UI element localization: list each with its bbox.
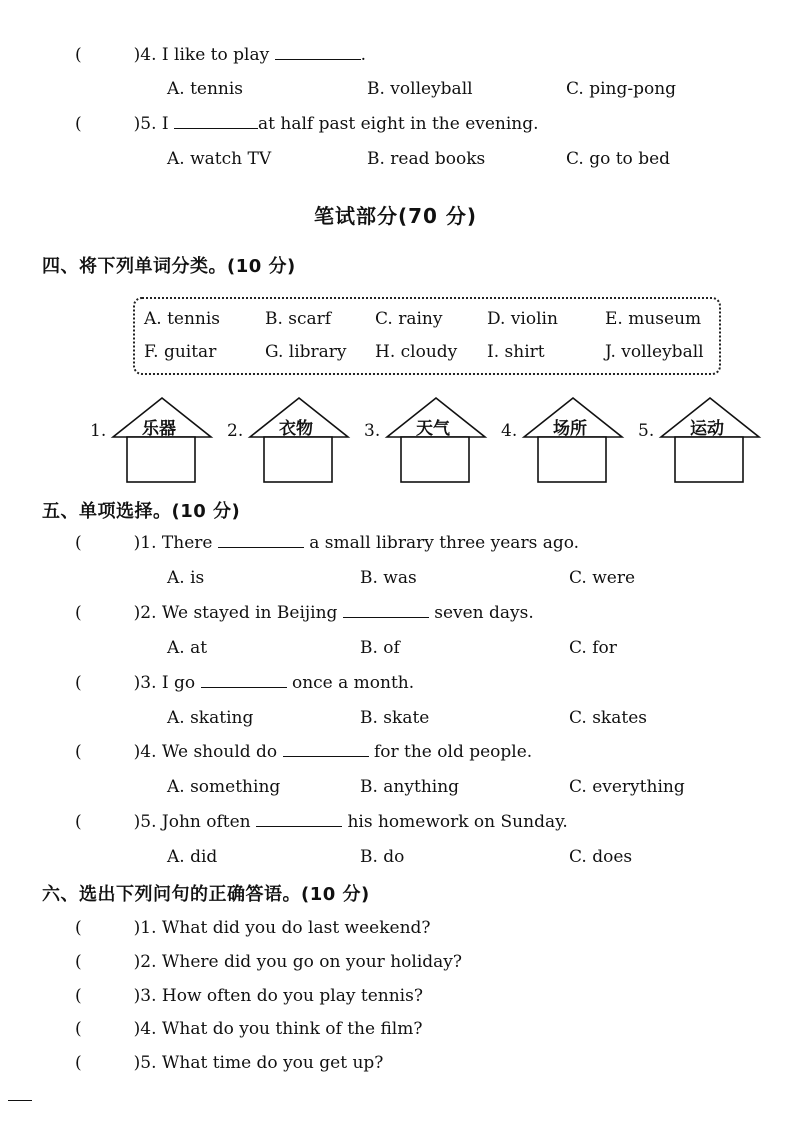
answer-paren[interactable]: ( xyxy=(75,918,82,938)
answer-blank[interactable] xyxy=(201,673,287,688)
house-number: 3. xyxy=(364,421,381,441)
option-a[interactable]: A. tennis xyxy=(167,79,244,99)
question-row xyxy=(75,952,462,972)
option-a[interactable]: A. is xyxy=(167,568,205,588)
question-stem-end: seven days. xyxy=(434,603,534,623)
word-item: I. shirt xyxy=(487,342,545,362)
question-stem: We stayed in Beijing xyxy=(161,603,338,623)
word-item: F. guitar xyxy=(144,342,217,362)
house-number: 5. xyxy=(638,421,655,441)
section-5-title: 五、单项选择。(10 分) xyxy=(42,501,241,522)
word-item: H. cloudy xyxy=(375,342,458,362)
house-number: 4. xyxy=(501,421,518,441)
section-4-title: 四、将下列单词分类。(10 分) xyxy=(42,256,296,277)
question-number: )2. xyxy=(133,952,157,972)
question-stem: We should do xyxy=(161,742,278,762)
house-label: 衣物 xyxy=(279,419,313,439)
option-a[interactable]: A. watch TV xyxy=(167,149,272,169)
word-item: J. volleyball xyxy=(605,342,704,362)
option-a[interactable]: A. skating xyxy=(167,708,254,728)
question-stem: John often xyxy=(161,812,251,832)
answer-paren[interactable]: ( xyxy=(75,742,82,762)
question-row xyxy=(75,742,532,762)
question-row xyxy=(75,114,539,134)
answer-paren[interactable]: ( xyxy=(75,533,82,553)
answer-blank[interactable] xyxy=(174,114,258,129)
answer-blank[interactable] xyxy=(343,603,429,618)
question-number: )2. xyxy=(133,603,157,623)
word-item: B. scarf xyxy=(265,309,332,329)
word-item: G. library xyxy=(265,342,347,362)
house-label: 乐器 xyxy=(142,419,176,439)
page-edge-mark xyxy=(8,1100,32,1101)
answer-blank[interactable] xyxy=(283,742,369,757)
option-c[interactable]: C. does xyxy=(569,847,633,867)
question-number: )1. xyxy=(133,918,157,938)
question-stem-end: for the old people. xyxy=(373,742,533,762)
question-row xyxy=(75,812,568,832)
word-item: E. museum xyxy=(605,309,702,329)
question-number: )5. xyxy=(133,1053,157,1073)
option-c[interactable]: C. were xyxy=(569,568,636,588)
option-c[interactable]: C. ping-pong xyxy=(566,79,677,99)
question-row xyxy=(75,1053,383,1073)
answer-paren[interactable]: ( xyxy=(75,952,82,972)
answer-blank[interactable] xyxy=(275,45,361,60)
answer-paren[interactable]: ( xyxy=(75,114,82,134)
option-a[interactable]: A. something xyxy=(167,777,281,797)
house-number: 1. xyxy=(90,421,107,441)
option-a[interactable]: A. at xyxy=(167,638,208,658)
house-2 xyxy=(250,398,348,482)
question-number: )1. xyxy=(133,533,157,553)
question-number: )4. xyxy=(133,1019,157,1039)
option-b[interactable]: B. volleyball xyxy=(367,79,473,99)
answer-box[interactable] xyxy=(264,437,332,482)
word-item: C. rainy xyxy=(375,309,443,329)
answer-box[interactable] xyxy=(675,437,743,482)
question-row xyxy=(75,603,534,623)
option-b[interactable]: B. was xyxy=(360,568,417,588)
question-row xyxy=(75,673,414,693)
written-part-title: 笔试部分(70 分) xyxy=(314,204,478,228)
house-5 xyxy=(661,398,759,482)
question-text: Where did you go on your holiday? xyxy=(161,952,462,972)
question-stem-end: . xyxy=(360,45,367,65)
question-text: What did you do last weekend? xyxy=(161,918,431,938)
question-text: What time do you get up? xyxy=(161,1053,384,1073)
word-item: D. violin xyxy=(487,309,558,329)
question-number: )4. xyxy=(133,45,157,65)
question-text: What do you think of the film? xyxy=(161,1019,423,1039)
question-row xyxy=(75,45,366,65)
question-stem-end: a small library three years ago. xyxy=(309,533,580,553)
option-c[interactable]: C. go to bed xyxy=(566,149,671,169)
option-c[interactable]: C. for xyxy=(569,638,617,658)
house-label: 运动 xyxy=(690,419,724,439)
option-c[interactable]: C. everything xyxy=(569,777,685,797)
question-stem: I like to play xyxy=(161,45,270,65)
question-text: How often do you play tennis? xyxy=(161,986,423,1006)
option-b[interactable]: B. skate xyxy=(360,708,430,728)
house-number: 2. xyxy=(227,421,244,441)
question-stem-end: once a month. xyxy=(291,673,415,693)
house-3 xyxy=(387,398,485,482)
question-row xyxy=(75,533,579,553)
answer-paren[interactable]: ( xyxy=(75,673,82,693)
question-stem: There xyxy=(161,533,213,553)
question-number: )3. xyxy=(133,986,157,1006)
question-number: )4. xyxy=(133,742,157,762)
category-houses xyxy=(0,395,794,487)
answer-box[interactable] xyxy=(127,437,195,482)
question-stem: I go xyxy=(161,673,196,693)
question-row xyxy=(75,1019,422,1039)
answer-box[interactable] xyxy=(538,437,606,482)
answer-paren[interactable]: ( xyxy=(75,603,82,623)
answer-blank[interactable] xyxy=(256,812,342,827)
house-label: 天气 xyxy=(416,419,450,439)
option-b[interactable]: B. of xyxy=(360,638,400,658)
option-b[interactable]: B. anything xyxy=(360,777,460,797)
question-number: )3. xyxy=(133,673,157,693)
question-number: )5. xyxy=(133,812,157,832)
question-stem-end: at half past eight in the evening. xyxy=(258,114,539,134)
answer-paren[interactable]: ( xyxy=(75,45,82,65)
question-row xyxy=(75,918,431,938)
option-c[interactable]: C. skates xyxy=(569,708,647,728)
question-stem-end: his homework on Sunday. xyxy=(347,812,568,832)
house-label: 场所 xyxy=(553,419,587,439)
answer-blank[interactable] xyxy=(218,533,304,548)
answer-paren[interactable]: ( xyxy=(75,1053,82,1073)
option-b[interactable]: B. read books xyxy=(367,149,486,169)
question-row xyxy=(75,986,423,1006)
word-item: A. tennis xyxy=(144,309,221,329)
answer-paren[interactable]: ( xyxy=(75,1019,82,1039)
answer-paren[interactable]: ( xyxy=(75,986,82,1006)
question-stem: I xyxy=(161,114,169,134)
house-4 xyxy=(524,398,622,482)
question-number: )5. xyxy=(133,114,157,134)
option-a[interactable]: A. did xyxy=(167,847,218,867)
option-b[interactable]: B. do xyxy=(360,847,405,867)
answer-box[interactable] xyxy=(401,437,469,482)
section-6-title: 六、选出下列问句的正确答语。(10 分) xyxy=(42,884,370,905)
house-1 xyxy=(113,398,211,482)
answer-paren[interactable]: ( xyxy=(75,812,82,832)
